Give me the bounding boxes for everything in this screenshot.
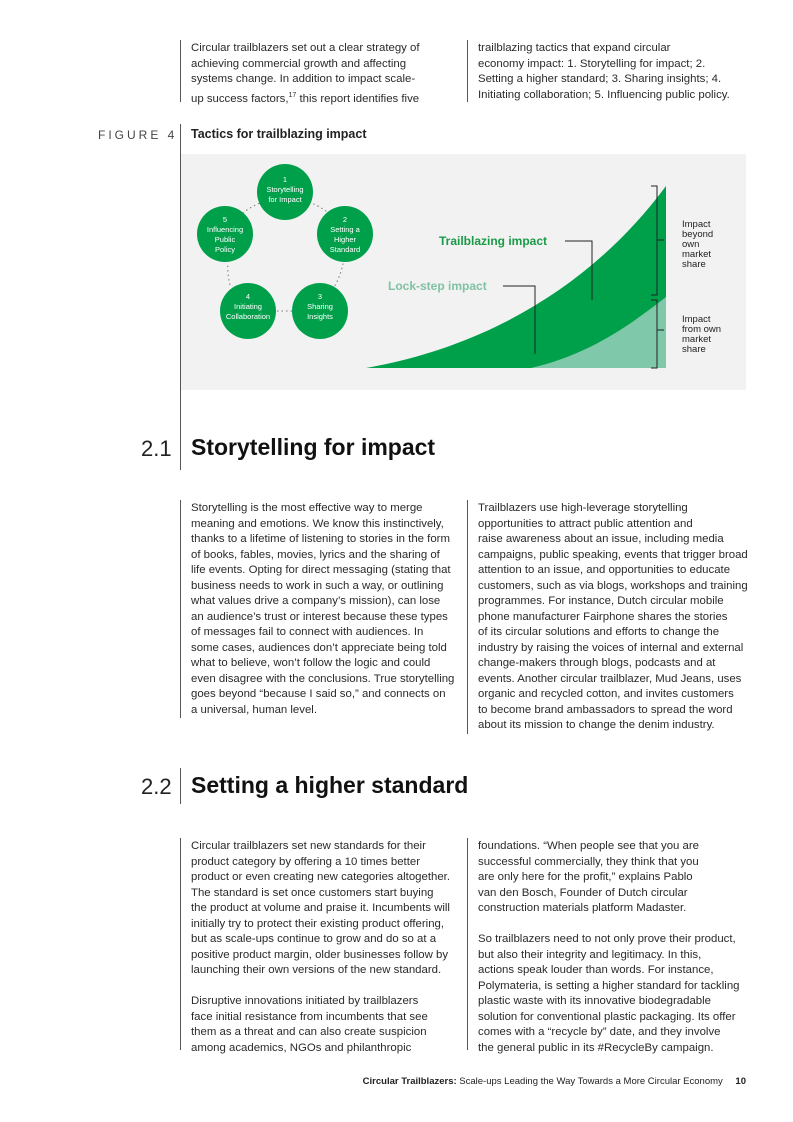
text-line: raise awareness about an issue, including media: [478, 533, 724, 545]
text-line: positive product margin, older businesses follow by: [191, 948, 449, 961]
trailblazing-label: Trailblazing impact: [439, 234, 548, 248]
figure-text: beyond: [682, 229, 714, 240]
text-line: trailblazing tactics that expand circular: [478, 42, 671, 54]
text-line: them as a threat and can also create suspicion: [191, 1026, 427, 1038]
figure-text: from own: [682, 324, 722, 335]
figure-title: Tactics for trailblazing impact: [191, 127, 367, 141]
text-line: an audience’s trust or interest because these types: [191, 610, 448, 623]
circle-label: Setting a: [330, 225, 360, 234]
text-line: to become brand ambassadors to spread the word: [478, 703, 733, 716]
figure-text: market: [682, 249, 712, 260]
figure-text: market: [682, 334, 712, 345]
tactic-circle-5: [197, 206, 253, 262]
text-span: up success factors,: [191, 92, 289, 105]
text-line: product category by offering a 10 times better: [191, 855, 420, 868]
text-line: what values drive a company’s mission), can lose: [191, 595, 441, 607]
text-line: of messages fail to connect with audiences. In: [191, 626, 424, 638]
section1-number: 2.1: [141, 436, 172, 461]
text-line: Setting a higher standard; 3. Sharing insights; 4.: [478, 73, 722, 85]
text-line: opportunities to attract public attention and: [478, 517, 693, 530]
section2-rule: [180, 768, 181, 804]
text-line: face initial resistance from incumbents that see: [191, 1010, 428, 1023]
figure-text: Impact: [682, 219, 711, 230]
text-line: business needs to work in such a way, or outlining: [191, 579, 444, 592]
circle-label: Sharing: [307, 302, 333, 311]
footer-report-subtitle: Scale-ups Leading the Way Towards a More Circular Economy: [456, 1076, 723, 1087]
text-line: achieving commercial growth and affecting: [191, 57, 407, 70]
text-line: actions speak louder than words. For instance,: [478, 964, 714, 976]
circle-label: Standard: [329, 245, 361, 254]
tactic-circle-3: [292, 283, 348, 339]
circle-label: Collaboration: [225, 312, 271, 321]
beyond-label: [682, 219, 713, 270]
text-line: initially try to protect their existing product offering,: [191, 917, 445, 930]
text-line: attention to an issue, and opportunities to educate: [478, 564, 731, 576]
text-line: [478, 917, 758, 933]
circle-label: Storytelling: [266, 185, 304, 194]
text-line: among academics, NGOs and philanthropic: [191, 1041, 412, 1054]
figure-svg: [181, 154, 746, 390]
text-line: campaigns, public speaking, events that trigger broad: [478, 548, 748, 561]
intro-right-text: [478, 41, 758, 103]
section1-left-text: [191, 501, 466, 718]
text-line: but also their integrity and legitimacy. In this,: [478, 948, 702, 961]
lockstep-label: Lock-step impact: [388, 279, 487, 293]
text-line: of books, fables, movies, lyrics and the sharing of: [191, 548, 440, 561]
text-line: Circular trailblazers set out a clear strategy of: [191, 42, 420, 54]
section2-number: 2.2: [141, 774, 172, 799]
text-line: Polymateria, is setting a higher standard for tackling: [478, 979, 740, 992]
text-line: The standard is set once customers start buying: [191, 886, 434, 899]
figure-text: share: [682, 259, 706, 270]
figure-label: FIGURE 4: [98, 128, 178, 142]
text-line: launching their own versions of the new standard.: [191, 964, 442, 976]
figure-text: Impact: [682, 314, 711, 325]
text-span: this report identifies five: [296, 92, 420, 105]
text-line: [191, 88, 451, 107]
intro-left-rule: [180, 40, 181, 102]
text-line: are only here for the profit,” explains Pablo: [478, 871, 693, 883]
text-line: successful commercially, they think that you: [478, 855, 699, 868]
text-line: solution for conventional plastic packaging. Its offer: [478, 1010, 736, 1023]
text-line: events. Another circular trailblazer, Mud Jeans, uses: [478, 672, 742, 685]
section2-left-text: [191, 839, 466, 1056]
text-line: some cases, audiences don’t appreciate being told: [191, 641, 447, 654]
intro-right-rule: [467, 40, 468, 102]
connector-4-5: [228, 264, 230, 285]
circle-num: 4: [245, 292, 251, 301]
text-line: [191, 979, 466, 995]
text-line: economy impact: 1. Storytelling for impact; 2.: [478, 57, 706, 70]
section1-right-text: [478, 501, 758, 734]
text-line: comes with a “recycle by” date, and they involve: [478, 1026, 721, 1038]
circle-num: 3: [317, 292, 323, 301]
circle-label: Public: [214, 235, 236, 244]
circle-label: Initiating: [234, 302, 262, 311]
text-line: construction materials platform Madaster.: [478, 902, 687, 914]
text-line: van den Bosch, Founder of Dutch circular: [478, 886, 688, 899]
text-line: life events. Opting for direct messaging (stating that: [191, 564, 451, 576]
text-line: Trailblazers use high-leverage storytelling: [478, 502, 688, 514]
figure-panel: [181, 154, 746, 390]
text-line: Storytelling is the most effective way to merge: [191, 502, 423, 514]
circle-num: 5: [222, 215, 228, 224]
text-line: programmes. For instance, Dutch circular mobile: [478, 595, 724, 607]
text-line: goes beyond “because I said so,” and connects on: [191, 688, 446, 700]
section1-left-rule: [180, 500, 181, 718]
circle-num: 2: [342, 215, 348, 224]
circle-label: Influencing: [206, 225, 244, 234]
text-line: systems change. In addition to impact scale-: [191, 73, 416, 85]
text-line: phone manufacturer Fairphone shares the stories: [478, 610, 728, 623]
tactic-circle-1: [257, 164, 313, 220]
tactic-circle-4: [220, 283, 276, 339]
text-line: product or even creating new categories altogether.: [191, 871, 450, 883]
text-line: Circular trailblazers set new standards for their: [191, 840, 426, 852]
page-footer: [0, 1076, 746, 1087]
circle-label: Policy: [214, 245, 236, 254]
text-line: the general public in its #RecycleBy campaign.: [478, 1041, 714, 1054]
text-line: change-makers through blogs, podcasts and at: [478, 657, 716, 669]
text-line: foundations. “When people see that you are: [478, 840, 699, 852]
text-line: even disagree with the conclusions. True storytelling: [191, 672, 455, 685]
text-line: the product at volume and praise it. Incumbents will: [191, 902, 450, 914]
text-line: organic and recycled cotton, and invites customers: [478, 688, 734, 700]
text-line: but as scale-ups continue to grow and do so at a: [191, 933, 437, 945]
text-line: industry by raising the voices of internal and external: [478, 641, 744, 654]
text-line: what to believe, won’t follow the logic and could: [191, 657, 431, 669]
text-line: plastic waste with its innovative biodegradable: [478, 995, 712, 1007]
text-line: Initiating collaboration; 5. Influencing public policy.: [478, 88, 730, 101]
section1-title: Storytelling for impact: [191, 434, 436, 460]
text-line: thanks to a lifetime of listening to stories in the form: [191, 533, 450, 545]
section2-left-rule: [180, 838, 181, 1050]
connector-2-3: [333, 259, 344, 289]
text-line: of its circular solutions and efforts to change the: [478, 626, 720, 638]
figure-text: share: [682, 344, 706, 355]
section2-title: Setting a higher standard: [191, 772, 469, 798]
circle-label: Higher: [333, 235, 357, 244]
section1-right-rule: [467, 500, 468, 734]
footer-report-title: Circular Trailblazers:: [362, 1076, 457, 1087]
text-line: a universal, human level.: [191, 703, 317, 716]
text-line: Disruptive innovations initiated by trailblazers: [191, 995, 419, 1007]
text-line: customers, such as via blogs, workshops and training: [478, 579, 748, 592]
circle-num: 1: [282, 175, 288, 184]
circle-label: Insights: [307, 312, 333, 321]
text-line: about its mission to change the denim industry.: [478, 719, 715, 731]
section2-right-text: [478, 839, 758, 1056]
circle-label: for Impact: [268, 195, 302, 204]
fromown-label: [682, 314, 721, 355]
tactic-circle-2: [317, 206, 373, 262]
text-line: So trailblazers need to not only prove their product,: [478, 933, 736, 945]
section2-right-rule: [467, 838, 468, 1050]
intro-left-text: [191, 41, 451, 107]
page-number: 10: [735, 1076, 746, 1087]
section1-rule: [180, 390, 181, 470]
footnote-ref[interactable]: 17: [288, 91, 297, 99]
figure-text: own: [682, 239, 700, 250]
text-line: meaning and emotions. We know this instinctively,: [191, 517, 444, 530]
